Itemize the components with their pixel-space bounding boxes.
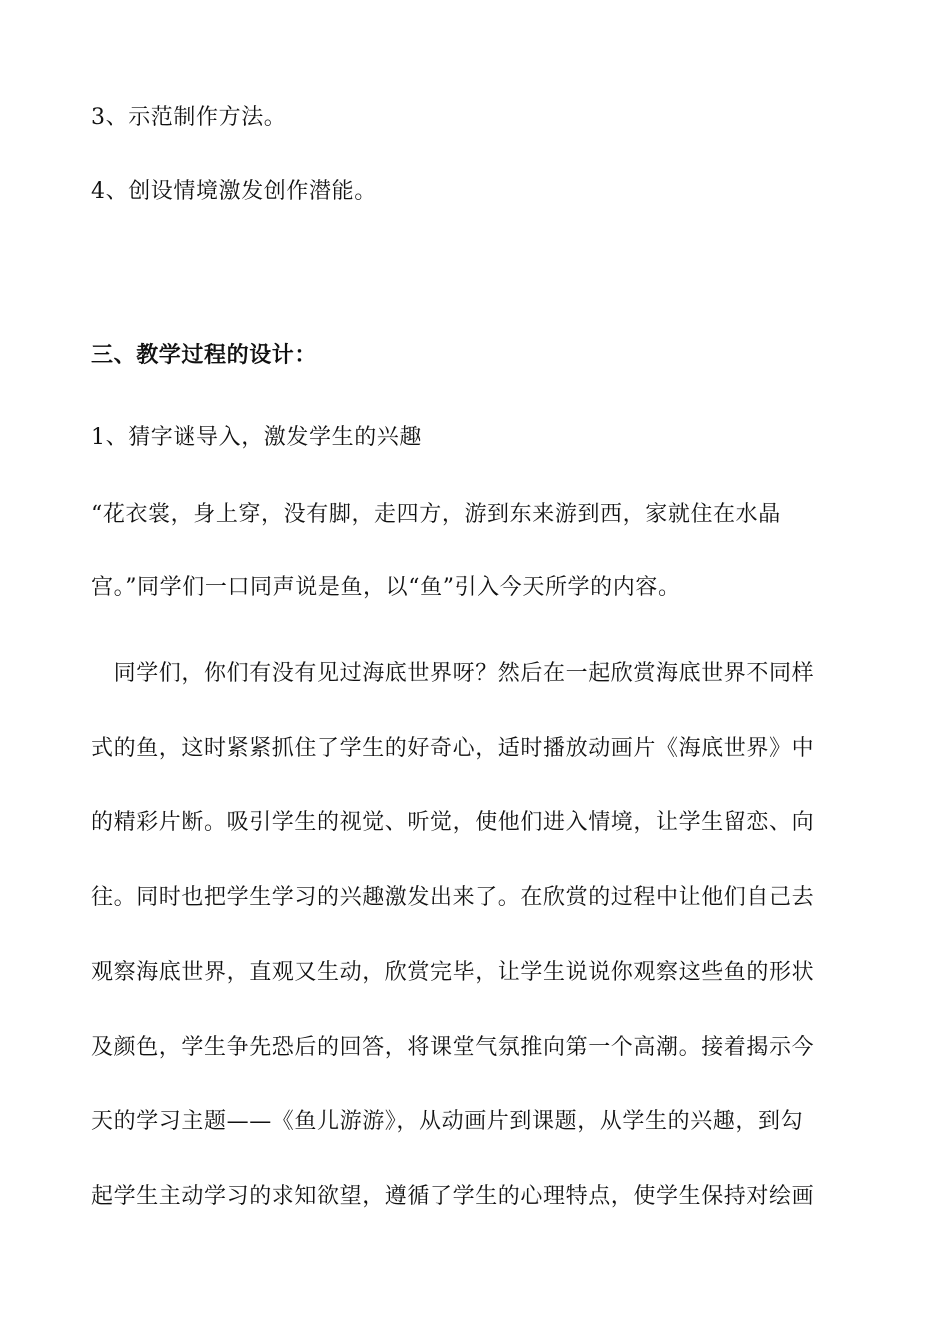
riddle-line-2: 宫。”同学们一口同声说是鱼，以“鱼”引入今天所学的内容。	[91, 575, 681, 600]
paragraph-line-2: 式的鱼，这时紧紧抓住了学生的好奇心，适时播放动画片《海底世界》中	[91, 736, 815, 761]
riddle-line-1: “花衣裳，身上穿，没有脚，走四方，游到东来游到西，家就住在水晶	[91, 502, 781, 527]
paragraph-line-6: 及颜色，学生争先恐后的回答，将课堂气氛推向第一个高潮。接着揭示今	[91, 1035, 815, 1060]
list-item-demonstrate-method: 3、示范制作方法。	[91, 105, 287, 130]
paragraph-line-1: 同学们，你们有没有见过海底世界呀？然后在一起欣赏海底世界不同样	[91, 661, 815, 686]
subheading-riddle-intro: 1、猜字谜导入，激发学生的兴趣	[91, 425, 422, 450]
paragraph-line-5: 观察海底世界，直观又生动，欣赏完毕，让学生说说你观察这些鱼的形状	[91, 960, 815, 985]
paragraph-line-7: 天的学习主题——《鱼儿游游》，从动画片到课题，从学生的兴趣，到勾	[91, 1109, 804, 1134]
paragraph-line-3: 的精彩片断。吸引学生的视觉、听觉，使他们进入情境，让学生留恋、向	[91, 810, 815, 835]
paragraph-line-8: 起学生主动学习的求知欲望，遵循了学生的心理特点，使学生保持对绘画	[91, 1184, 815, 1209]
paragraph-line-4: 往。同时也把学生学习的兴趣激发出来了。在欣赏的过程中让他们自己去	[91, 885, 815, 910]
list-item-create-scenario: 4、创设情境激发创作潜能。	[91, 179, 377, 204]
section-heading: 三、教学过程的设计：	[91, 343, 318, 368]
